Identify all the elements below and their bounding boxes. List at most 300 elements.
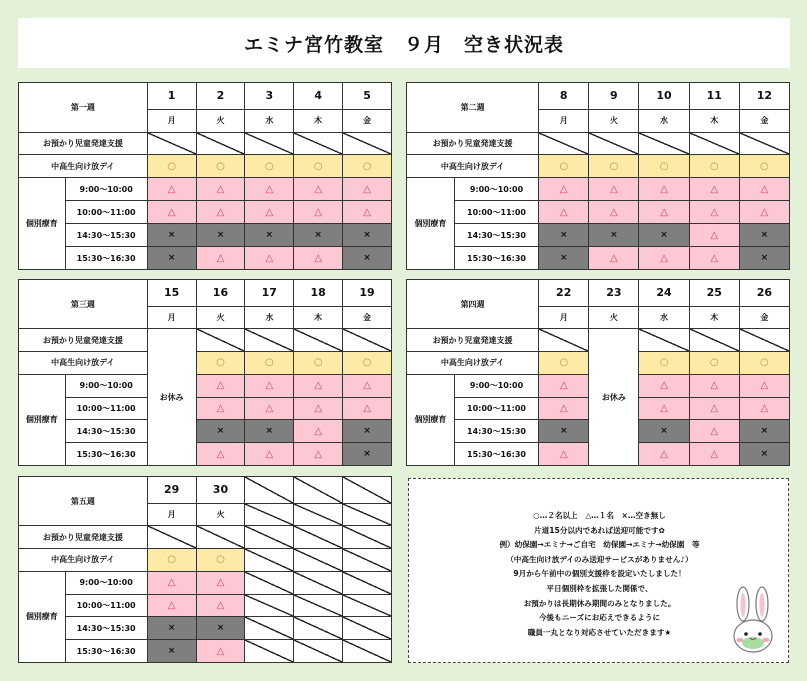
slot-cell (343, 247, 392, 270)
slot-cell-mark: △ (559, 403, 568, 414)
time-slot-label: 15:30〜16:30 (65, 443, 147, 466)
weekday: 火 (196, 109, 245, 132)
slot-cell (639, 178, 689, 201)
slot-cell-mark: × (363, 449, 371, 460)
unavailable-cell (147, 132, 196, 155)
slot-cell (196, 617, 245, 640)
week-2-table (406, 82, 790, 270)
weekday: 金 (739, 306, 789, 329)
slot-cell (294, 224, 343, 247)
slot-cell (294, 178, 343, 201)
afterschool-cell-mark: ○ (659, 160, 669, 172)
empty-cell (245, 571, 294, 594)
slot-cell-mark: △ (660, 252, 668, 264)
empty-cell (245, 549, 294, 572)
slot-cell (294, 201, 343, 224)
individual-label: 個別療育 (19, 178, 66, 270)
day-number: 26 (739, 280, 789, 307)
slot-cell-mark: △ (216, 645, 225, 657)
afterschool-cell-mark: ○ (167, 554, 176, 566)
slot-cell-mark: △ (363, 380, 371, 392)
week-name: 第四週 (407, 280, 539, 329)
slot-cell (539, 201, 589, 224)
unavailable-cell (739, 329, 789, 352)
empty-cell (294, 640, 343, 663)
slot-cell-mark: △ (314, 425, 323, 437)
afterschool-cell (589, 155, 639, 178)
weekday: 金 (343, 306, 392, 329)
holiday-label: お休み (159, 392, 184, 402)
slot-cell-mark: △ (660, 448, 668, 460)
slot-cell (294, 374, 343, 397)
time-slot-label: 9:00〜10:00 (454, 374, 538, 397)
slot-cell (196, 443, 245, 466)
slot-cell (245, 420, 294, 443)
afterschool-cell-mark: ○ (264, 160, 274, 172)
unavailable-cell (294, 329, 343, 352)
slot-cell-mark: × (265, 426, 274, 437)
weekday: 水 (639, 109, 689, 132)
slot-cell (343, 178, 392, 201)
slot-cell (739, 397, 789, 420)
empty-cell (343, 549, 392, 572)
slot-cell-mark: × (265, 230, 274, 241)
unavailable-cell (245, 132, 294, 155)
slot-cell-mark: △ (363, 403, 371, 414)
afterschool-cell-mark: ○ (313, 160, 323, 172)
slot-cell-mark: △ (710, 206, 719, 218)
slot-cell (343, 420, 392, 443)
slot-cell (245, 201, 294, 224)
slot-cell (196, 201, 245, 224)
unavailable-cell (245, 329, 294, 352)
afterschool-cell (639, 155, 689, 178)
day-number: 4 (294, 83, 343, 110)
week-1-table (18, 82, 392, 270)
slot-cell (739, 374, 789, 397)
afterschool-cell-mark: ○ (362, 357, 372, 369)
slot-cell (539, 178, 589, 201)
day-number: 30 (196, 477, 245, 504)
day-number: 23 (589, 280, 639, 307)
weekday: 木 (689, 109, 739, 132)
slot-cell-mark: △ (710, 229, 719, 241)
weekday: 水 (245, 306, 294, 329)
afterschool-cell (739, 352, 789, 375)
slot-cell-mark: × (363, 253, 371, 264)
week-name: 第二週 (407, 83, 539, 133)
empty-cell (245, 594, 294, 617)
time-slot-label: 10:00〜11:00 (454, 201, 538, 224)
legend-note (408, 478, 789, 663)
slot-cell-mark: △ (660, 380, 668, 392)
week-5-table (18, 476, 392, 663)
slot-cell (245, 224, 294, 247)
afterschool-cell (196, 549, 245, 572)
weekday: 月 (539, 306, 589, 329)
slot-cell (343, 443, 392, 466)
slot-cell-mark: △ (216, 206, 225, 218)
slot-cell-mark: × (760, 449, 769, 460)
afterschool-cell (539, 155, 589, 178)
unavailable-cell (343, 132, 392, 155)
day-number: 8 (539, 83, 589, 110)
individual-label: 個別療育 (407, 374, 455, 465)
slot-cell (245, 374, 294, 397)
day-number: 24 (639, 280, 689, 307)
weekday: 金 (343, 109, 392, 132)
weekday: 火 (589, 109, 639, 132)
slot-cell (739, 443, 789, 466)
time-slot-label: 15:30〜16:30 (454, 247, 538, 270)
title-box (18, 18, 790, 68)
slot-cell-mark: △ (760, 403, 769, 414)
slot-cell-mark: △ (610, 183, 618, 195)
week-name: 第三週 (19, 280, 148, 329)
week-name: 第五週 (19, 477, 148, 526)
slot-cell-mark: △ (216, 600, 225, 611)
day-number: 1 (147, 83, 196, 110)
slot-cell (739, 224, 789, 247)
service-label-daycare: お預かり児童発達支援 (407, 132, 539, 155)
slot-cell-mark: △ (559, 448, 568, 460)
slot-cell (294, 397, 343, 420)
slot-cell (147, 224, 196, 247)
unavailable-cell (294, 526, 343, 549)
holiday-cell (589, 329, 639, 466)
afterschool-cell (245, 352, 294, 375)
service-label-daycare: お預かり児童発達支援 (19, 132, 148, 155)
empty-cell (343, 503, 392, 526)
slot-cell-mark: △ (265, 380, 274, 392)
slot-cell-mark: × (660, 426, 668, 437)
note-line: 平日個別枠を拡張した関係で、 (546, 583, 653, 593)
slot-cell-mark: △ (216, 252, 225, 264)
slot-cell (739, 178, 789, 201)
slot-cell-mark: △ (265, 206, 274, 218)
slot-cell-mark: × (167, 646, 176, 657)
afterschool-cell (689, 155, 739, 178)
slot-cell-mark: △ (710, 252, 719, 264)
weekday: 月 (539, 109, 589, 132)
afterschool-cell (196, 352, 245, 375)
slot-cell (196, 571, 245, 594)
slot-cell (689, 178, 739, 201)
afterschool-cell-mark: ○ (264, 357, 274, 369)
slot-cell (343, 224, 392, 247)
slot-cell (639, 247, 689, 270)
slot-cell-mark: △ (559, 206, 568, 218)
unavailable-cell (294, 132, 343, 155)
slot-cell-mark: △ (710, 448, 719, 460)
unavailable-cell (196, 329, 245, 352)
unavailable-cell (639, 132, 689, 155)
slot-cell-mark: × (363, 426, 371, 437)
afterschool-cell-mark: ○ (216, 357, 225, 369)
empty-cell (245, 477, 294, 504)
note-line: 職員一丸となり対応させていただきます★ (527, 627, 672, 637)
time-slot-label: 10:00〜11:00 (65, 397, 147, 420)
afterschool-cell (343, 155, 392, 178)
service-label-daycare: お預かり児童発達支援 (19, 329, 148, 352)
afterschool-cell-mark: ○ (709, 160, 719, 172)
slot-cell (343, 201, 392, 224)
slot-cell (689, 443, 739, 466)
afterschool-cell (343, 352, 392, 375)
slot-cell-mark: △ (710, 183, 719, 195)
slot-cell-mark: △ (559, 183, 568, 195)
empty-cell (245, 617, 294, 640)
slot-cell (196, 224, 245, 247)
individual-label: 個別療育 (19, 374, 66, 465)
day-number: 12 (739, 83, 789, 110)
slot-cell-mark: △ (265, 403, 274, 414)
empty-cell (294, 594, 343, 617)
note-line: 例）幼保園→エミナ→ご自宅 幼保園→エミナ→幼保園 等 (499, 540, 700, 550)
day-number: 19 (343, 280, 392, 307)
slot-cell-mark: △ (760, 206, 769, 218)
empty-cell (294, 617, 343, 640)
time-slot-label: 14:30〜15:30 (454, 420, 538, 443)
slot-cell-mark: △ (167, 183, 176, 195)
slot-cell-mark: △ (610, 252, 618, 264)
rabbit-icon (724, 584, 782, 656)
week-name: 第一週 (19, 83, 148, 133)
afterschool-cell-mark: ○ (609, 160, 619, 172)
time-slot-label: 9:00〜10:00 (65, 374, 147, 397)
service-label-daycare: お預かり児童発達支援 (19, 526, 148, 549)
afterschool-cell-mark: ○ (709, 357, 719, 369)
slot-cell (245, 178, 294, 201)
slot-cell (245, 443, 294, 466)
slot-cell (196, 594, 245, 617)
slot-cell-mark: △ (660, 206, 668, 218)
slot-cell-mark: × (760, 253, 769, 264)
slot-cell-mark: △ (660, 403, 668, 414)
afterschool-cell-mark: ○ (559, 357, 569, 369)
slot-cell-mark: △ (216, 403, 225, 414)
unavailable-cell (196, 526, 245, 549)
afterschool-cell (294, 352, 343, 375)
slot-cell (294, 247, 343, 270)
day-number: 9 (589, 83, 639, 110)
slot-cell-mark: △ (314, 448, 323, 460)
empty-cell (343, 617, 392, 640)
afterschool-cell-mark: ○ (659, 357, 669, 369)
time-slot-label: 14:30〜15:30 (65, 617, 147, 640)
weekday: 水 (639, 306, 689, 329)
unavailable-cell (343, 526, 392, 549)
service-label-afterschool: 中高生向け放デイ (407, 155, 539, 178)
slot-cell (539, 224, 589, 247)
empty-cell (343, 640, 392, 663)
slot-cell (147, 201, 196, 224)
day-number: 10 (639, 83, 689, 110)
day-number: 25 (689, 280, 739, 307)
slot-cell-mark: △ (265, 183, 274, 195)
slot-cell (639, 374, 689, 397)
time-slot-label: 9:00〜10:00 (65, 178, 147, 201)
slot-cell-mark: △ (167, 600, 176, 611)
individual-label: 個別療育 (407, 178, 455, 270)
slot-cell (639, 420, 689, 443)
day-number: 3 (245, 83, 294, 110)
time-slot-label: 10:00〜11:00 (454, 397, 538, 420)
slot-cell (147, 640, 196, 663)
afterschool-cell-mark: ○ (760, 160, 769, 172)
note-line: お預かりは長期休み期間のみとなりました。 (523, 598, 676, 608)
slot-cell-mark: × (216, 230, 225, 241)
day-number: 18 (294, 280, 343, 307)
afterschool-cell-mark: ○ (362, 160, 372, 172)
slot-cell-mark: △ (216, 577, 225, 589)
slot-cell-mark: × (760, 426, 769, 437)
afterschool-cell (739, 155, 789, 178)
note-line: ○…２名以上 △…１名 ×…空き無し (533, 511, 666, 520)
slot-cell (294, 420, 343, 443)
slot-cell-mark: △ (363, 206, 371, 218)
slot-cell (343, 397, 392, 420)
service-label-afterschool: 中高生向け放デイ (19, 549, 148, 572)
slot-cell (196, 178, 245, 201)
afterschool-cell-mark: ○ (760, 357, 769, 369)
slot-cell-mark: △ (265, 252, 274, 264)
empty-cell (245, 640, 294, 663)
day-number: 2 (196, 83, 245, 110)
slot-cell-mark: △ (610, 206, 618, 218)
weekday: 火 (196, 306, 245, 329)
slot-cell (539, 443, 589, 466)
time-slot-label: 10:00〜11:00 (65, 594, 147, 617)
slot-cell-mark: × (559, 230, 568, 241)
slot-cell-mark: × (760, 230, 769, 241)
unavailable-cell (589, 132, 639, 155)
slot-cell-mark: × (559, 253, 568, 264)
empty-cell (294, 549, 343, 572)
time-slot-label: 14:30〜15:30 (454, 224, 538, 247)
service-label-afterschool: 中高生向け放デイ (407, 352, 539, 375)
slot-cell (539, 374, 589, 397)
slot-cell-mark: △ (760, 183, 769, 195)
unavailable-cell (689, 132, 739, 155)
unavailable-cell (539, 329, 589, 352)
weekday: 金 (739, 109, 789, 132)
slot-cell (739, 420, 789, 443)
slot-cell (196, 397, 245, 420)
empty-cell (294, 477, 343, 504)
day-number: 15 (147, 280, 196, 307)
time-slot-label: 15:30〜16:30 (65, 247, 147, 270)
empty-cell (245, 503, 294, 526)
week-3-table (18, 279, 392, 466)
slot-cell-mark: △ (216, 448, 225, 460)
day-number: 17 (245, 280, 294, 307)
time-slot-label: 9:00〜10:00 (454, 178, 538, 201)
slot-cell-mark: △ (660, 183, 668, 195)
afterschool-cell (245, 155, 294, 178)
slot-cell-mark: × (216, 623, 225, 634)
afterschool-cell (147, 549, 196, 572)
slot-cell-mark: △ (559, 380, 568, 392)
slot-cell (147, 594, 196, 617)
time-slot-label: 14:30〜15:30 (65, 224, 147, 247)
time-slot-label: 9:00〜10:00 (65, 571, 147, 594)
empty-cell (343, 571, 392, 594)
unavailable-cell (739, 132, 789, 155)
slot-cell (196, 247, 245, 270)
slot-cell-mark: △ (314, 380, 323, 392)
slot-cell (689, 374, 739, 397)
slot-cell (689, 247, 739, 270)
weekday: 月 (147, 109, 196, 132)
slot-cell-mark: × (363, 230, 371, 241)
slot-cell (689, 397, 739, 420)
weekday: 月 (147, 503, 196, 526)
slot-cell-mark: △ (167, 206, 176, 218)
slot-cell (589, 178, 639, 201)
time-slot-label: 10:00〜11:00 (65, 201, 147, 224)
slot-cell-mark: △ (314, 206, 323, 218)
slot-cell-mark: △ (760, 380, 769, 392)
empty-cell (294, 503, 343, 526)
slot-cell (589, 224, 639, 247)
week-4-table (406, 279, 790, 466)
afterschool-cell-mark: ○ (313, 357, 323, 369)
slot-cell (196, 374, 245, 397)
slot-cell (689, 224, 739, 247)
unavailable-cell (245, 526, 294, 549)
note-line: （中高生向け放デイのみ送迎サービスがありません♪） (506, 554, 693, 564)
page-title: エミナ宮竹教室 ９月 空き状況表 (243, 33, 564, 56)
afterschool-cell-mark: ○ (216, 554, 225, 566)
weekday: 木 (294, 306, 343, 329)
individual-label: 個別療育 (19, 571, 66, 662)
weekday: 火 (196, 503, 245, 526)
slot-cell-mark: △ (314, 183, 323, 195)
slot-cell (294, 443, 343, 466)
slot-cell (689, 201, 739, 224)
slot-cell-mark: △ (363, 183, 371, 195)
holiday-label: お休み (601, 392, 626, 402)
afterschool-cell (639, 352, 689, 375)
day-number: 22 (539, 280, 589, 307)
weekday: 木 (294, 109, 343, 132)
note-line: 今後もニーズにお応えできるように (538, 613, 661, 623)
weekday: 火 (589, 306, 639, 329)
slot-cell-mark: × (167, 253, 176, 264)
slot-cell (147, 617, 196, 640)
slot-cell-mark: × (167, 623, 176, 634)
afterschool-cell-mark: ○ (559, 160, 569, 172)
slot-cell (639, 201, 689, 224)
day-number: 16 (196, 280, 245, 307)
afterschool-cell-mark: ○ (167, 160, 176, 172)
afterschool-cell (689, 352, 739, 375)
slot-cell-mark: △ (216, 380, 225, 392)
weekday: 木 (689, 306, 739, 329)
slot-cell-mark: △ (314, 403, 323, 414)
afterschool-cell (294, 155, 343, 178)
slot-cell-mark: △ (710, 425, 719, 437)
slot-cell-mark: × (167, 230, 176, 241)
slot-cell (639, 443, 689, 466)
slot-cell (639, 224, 689, 247)
slot-cell-mark: △ (710, 380, 719, 392)
slot-cell-mark: × (559, 426, 568, 437)
time-slot-label: 15:30〜16:30 (454, 443, 538, 466)
slot-cell (589, 201, 639, 224)
time-slot-label: 15:30〜16:30 (65, 640, 147, 663)
